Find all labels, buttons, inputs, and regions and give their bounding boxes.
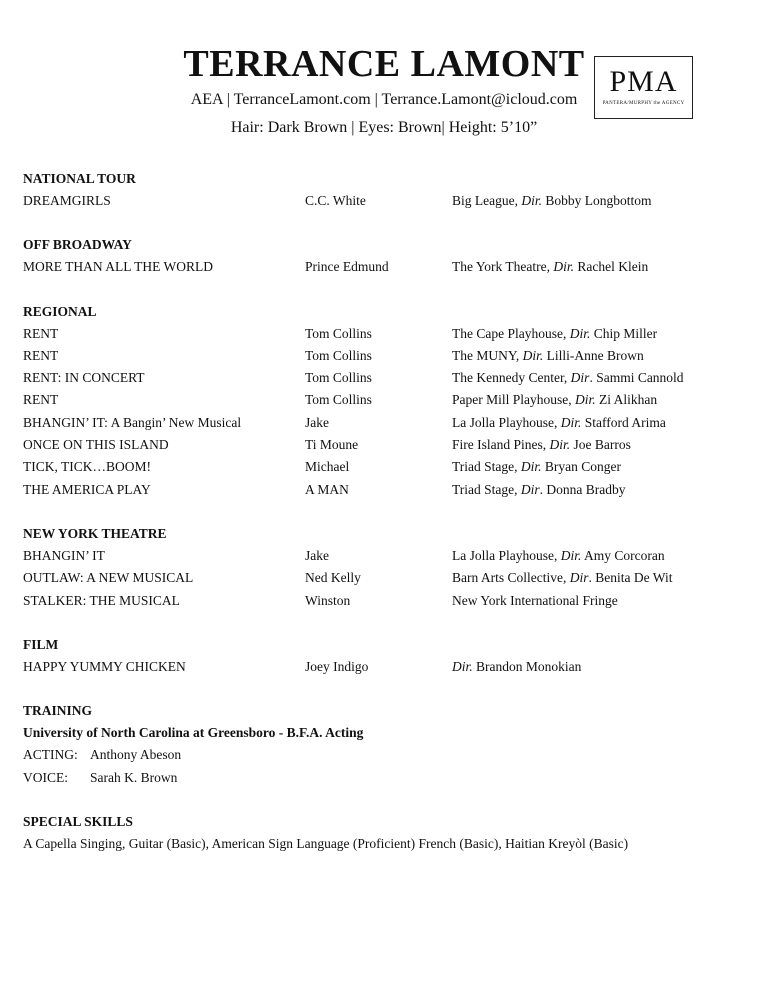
credit-show: RENT (23, 347, 59, 363)
section-title: TRAINING (23, 703, 93, 719)
credit-show: ONCE ON THIS ISLAND (23, 437, 169, 453)
credit-director: . Sammi Cannold (589, 370, 684, 386)
section-title: NEW YORK THEATRE (23, 525, 167, 541)
credit-venue-director (452, 345, 748, 367)
credit-venue: Triad Stage, (452, 459, 521, 475)
credit-role: Ti Moune (305, 437, 359, 453)
credit-show: OUTLAW: A NEW MUSICAL (23, 570, 194, 586)
credit-row (23, 412, 748, 434)
director-prefix: Dir. (452, 658, 473, 674)
credit-show: DREAMGIRLS (23, 193, 111, 208)
credit-director: Zi Alikhan (595, 392, 658, 408)
training-teacher: Sarah K. Brown (90, 769, 178, 785)
credit-row (23, 434, 748, 456)
training-item (23, 744, 748, 766)
section-title: NATIONAL TOUR (23, 171, 136, 186)
credit-row (23, 656, 748, 678)
credit-row (23, 389, 748, 411)
credit-director: Brandon Monokian (472, 658, 582, 674)
director-prefix: Dir. (549, 437, 571, 453)
section-title: FILM (23, 636, 59, 652)
credit-row (23, 545, 748, 567)
credit-row (23, 323, 748, 345)
credit-venue-director (452, 456, 748, 478)
credit-role: A MAN (305, 481, 349, 497)
training-school: University of North Carolina at Greensboro - B.F.A. Acting (23, 725, 364, 741)
credit-venue: The Kennedy Center, (452, 370, 571, 386)
credit-venue-director (452, 412, 748, 434)
credit-venue-director (452, 367, 748, 389)
credit-show: RENT (23, 392, 59, 408)
director-prefix: Dir (570, 370, 590, 386)
credit-row (23, 590, 748, 612)
credit-show: HAPPY YUMMY CHICKEN (23, 658, 186, 674)
credit-venue: New York International Fringe (452, 592, 618, 608)
credit-show: STALKER: THE MUSICAL (23, 592, 180, 608)
credit-row (23, 479, 748, 501)
credit-row (23, 567, 748, 589)
credit-director: Joe Barros (570, 437, 631, 453)
credit-role: Prince Edmund (305, 259, 389, 275)
training-teacher: Anthony Abeson (90, 747, 182, 763)
credit-director: Stafford Arima (581, 414, 666, 430)
credit-venue: Barn Arts Collective, (452, 570, 570, 586)
agency-logo-subtitle: PANTERA/MURPHY the AGENCY (602, 101, 685, 106)
training-item (23, 767, 748, 789)
director-prefix: Dir. (575, 392, 596, 408)
credit-role: Jake (305, 547, 329, 563)
credit-venue-director (452, 256, 748, 278)
director-prefix: Dir. (553, 259, 574, 275)
credit-venue-director (452, 389, 748, 411)
credit-show: RENT: IN CONCERT (23, 370, 145, 386)
credit-venue: La Jolla Playhouse, (452, 414, 561, 430)
credit-director: Chip Miller (590, 325, 658, 341)
director-prefix: Dir. (520, 459, 542, 475)
credit-director: Bryan Conger (541, 459, 622, 475)
director-prefix: Dir. (569, 325, 591, 341)
section-title: SPECIAL SKILLS (23, 814, 133, 830)
credit-venue-director (452, 567, 748, 589)
credit-venue-director (452, 656, 748, 678)
credit-show: BHANGIN’ IT: A Bangin’ New Musical (23, 414, 242, 430)
credit-role: Tom Collins (305, 347, 372, 363)
credit-venue-director (452, 190, 748, 212)
credit-role: Tom Collins (305, 325, 372, 341)
credit-show: TICK, TICK…BOOM! (23, 459, 151, 475)
credit-venue-director (452, 545, 748, 567)
training-label: ACTING: (23, 747, 78, 763)
credit-director: Bobby Longbottom (542, 193, 652, 208)
credit-show: THE AMERICA PLAY (23, 481, 151, 497)
credit-director: Amy Corcoran (581, 547, 665, 563)
credit-venue-director (452, 434, 748, 456)
credit-director: Rachel Klein (574, 259, 649, 275)
credit-role: Tom Collins (305, 370, 372, 386)
training-label: VOICE: (23, 769, 68, 785)
credit-director: . Benita De Wit (588, 570, 673, 586)
credit-show: BHANGIN’ IT (23, 547, 105, 563)
credit-venue: Triad Stage, (452, 481, 521, 497)
director-prefix: Dir (520, 481, 540, 497)
skills-text: A Capella Singing, Guitar (Basic), American Sign Language (Proficient) French (Basic), Haitian Kreyòl (Basic) (23, 836, 629, 852)
credits-section (23, 634, 748, 678)
credit-role: Tom Collins (305, 392, 372, 408)
agency-logo-mark: PMA (609, 65, 678, 98)
credit-venue: The MUNY, (452, 347, 523, 363)
credit-venue: Big League, (452, 193, 522, 208)
training-section (23, 700, 748, 789)
credit-sections (23, 168, 748, 678)
credit-role: Winston (305, 592, 351, 608)
skills-section (23, 811, 748, 855)
credits-section (23, 234, 748, 278)
credit-row (23, 345, 748, 367)
director-prefix: Dir. (560, 414, 582, 430)
director-prefix: Dir (569, 570, 589, 586)
credit-show: RENT (23, 325, 59, 341)
director-prefix: Dir. (522, 347, 544, 363)
actor-name: TERRANCE LAMONT (183, 43, 585, 85)
credit-director: . Donna Bradby (539, 481, 626, 497)
credit-show: MORE THAN ALL THE WORLD (23, 259, 213, 275)
director-prefix: Dir. (521, 193, 542, 208)
credits-section (23, 523, 748, 612)
credits-section (23, 301, 748, 501)
credit-venue: Fire Island Pines, (452, 437, 550, 453)
credit-role: Joey Indigo (305, 658, 369, 674)
credit-role: Jake (305, 414, 329, 430)
agency-logo (594, 56, 693, 119)
director-prefix: Dir. (560, 547, 582, 563)
credit-venue: The Cape Playhouse, (452, 325, 570, 341)
credit-role: Michael (305, 459, 350, 475)
section-title: REGIONAL (23, 303, 97, 319)
credit-venue-director (452, 590, 748, 612)
credit-role: C.C. White (305, 193, 366, 208)
credit-venue: La Jolla Playhouse, (452, 547, 561, 563)
contact-line: AEA | TerranceLamont.com | Terrance.Lamont@icloud.com (190, 91, 578, 108)
credit-row (23, 456, 748, 478)
credit-row (23, 190, 748, 212)
section-title: OFF BROADWAY (23, 237, 132, 253)
credit-venue-director (452, 323, 748, 345)
credit-row (23, 367, 748, 389)
credit-venue-director (452, 479, 748, 501)
credit-row (23, 256, 748, 278)
physical-stats: Hair: Dark Brown | Eyes: Brown| Height: 5’10” (230, 119, 538, 136)
credit-director: Lilli-Anne Brown (543, 347, 644, 363)
credit-venue: The York Theatre, (452, 259, 554, 275)
credits-section (23, 168, 748, 212)
credit-venue: Paper Mill Playhouse, (452, 392, 575, 408)
resume-content (23, 168, 748, 877)
credit-role: Ned Kelly (305, 570, 361, 586)
